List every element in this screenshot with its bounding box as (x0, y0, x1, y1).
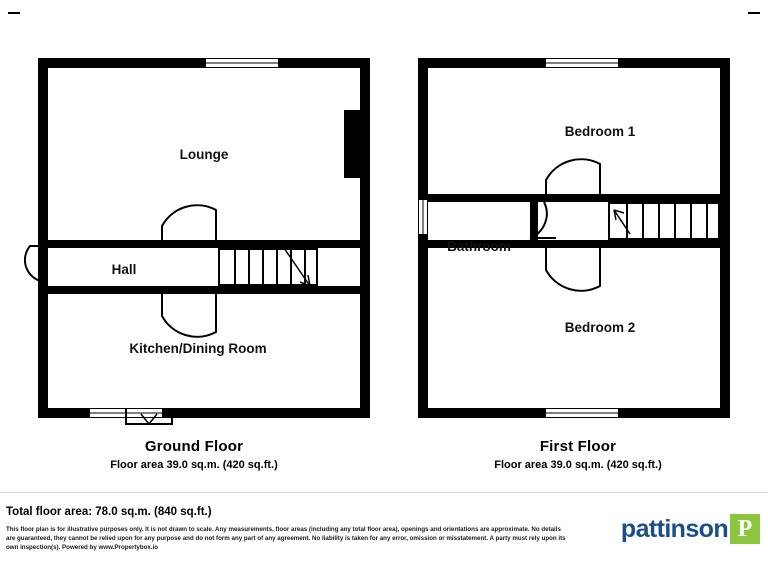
room-label-lounge: Lounge (179, 147, 229, 162)
ground-floor-caption (24, 438, 364, 471)
room-label-bathroom: Bathroom (447, 239, 511, 254)
first-wall-right (720, 58, 730, 418)
logo-wordmark: pattinson (620, 514, 728, 543)
room-label-bedroom-2: Bedroom 2 (564, 320, 636, 335)
disclaimer-text: This floor plan is for illustrative purposes only. It is not drawn to scale. Any measurements, floor areas (including any total floor area), openings and orientations are approximate. No details are guaranteed, they cannot be relied upon for any purpose and do not form any part of any agreement. No liability is taken for any error, omission or misstatement. A party must rely upon its own inspection(s). Powered by www.Propertybox.io (6, 526, 566, 551)
logo-mark-icon: P (730, 514, 760, 544)
first-floor-title: First Floor (539, 438, 617, 455)
first-door-landing-to-bathroom (514, 198, 558, 240)
ground-wall-left (38, 58, 48, 418)
ground-door-kitchen-rear (124, 406, 174, 428)
room-label-bedroom-1: Bedroom 1 (564, 124, 636, 139)
first-wall-left (418, 58, 428, 418)
total-floor-area: Total floor area: 78.0 sq.m. (840 sq.ft.) (6, 506, 212, 518)
corner-tick-top-left (8, 12, 20, 14)
first-floor-plan (418, 58, 730, 418)
footer-divider (0, 492, 768, 493)
ground-floor-title: Ground Floor (144, 438, 244, 455)
ground-wall-top (38, 58, 370, 68)
ground-wall-bottom (38, 408, 370, 418)
ground-floor-area: Floor area 39.0 sq.m. (420 sq.ft.) (110, 459, 278, 471)
first-window-bathroom-side (418, 200, 428, 234)
ground-chimney-breast (344, 110, 360, 178)
room-label-kitchen-dining: Kitchen/Dining Room (129, 341, 267, 356)
ground-door-hall-to-kitchen (160, 290, 220, 338)
ground-window-lounge-front (206, 58, 278, 68)
pattinson-logo (621, 514, 760, 544)
room-label-hall: Hall (111, 262, 137, 277)
first-stairs-direction-arrow (610, 204, 636, 238)
ground-stairs-direction-arrow (280, 244, 314, 290)
first-window-bedroom1-front (546, 58, 618, 68)
ground-door-front-entrance (24, 244, 50, 288)
ground-floor-plan (38, 58, 370, 418)
ground-wall-right (360, 58, 370, 418)
corner-tick-top-right (748, 12, 760, 14)
first-floor-caption (408, 438, 748, 471)
first-window-bedroom2-rear (546, 408, 618, 418)
first-floor-area: Floor area 39.0 sq.m. (420 sq.ft.) (494, 459, 662, 471)
ground-door-hall-to-lounge (160, 204, 220, 250)
first-door-landing-to-bedroom2 (544, 244, 604, 292)
